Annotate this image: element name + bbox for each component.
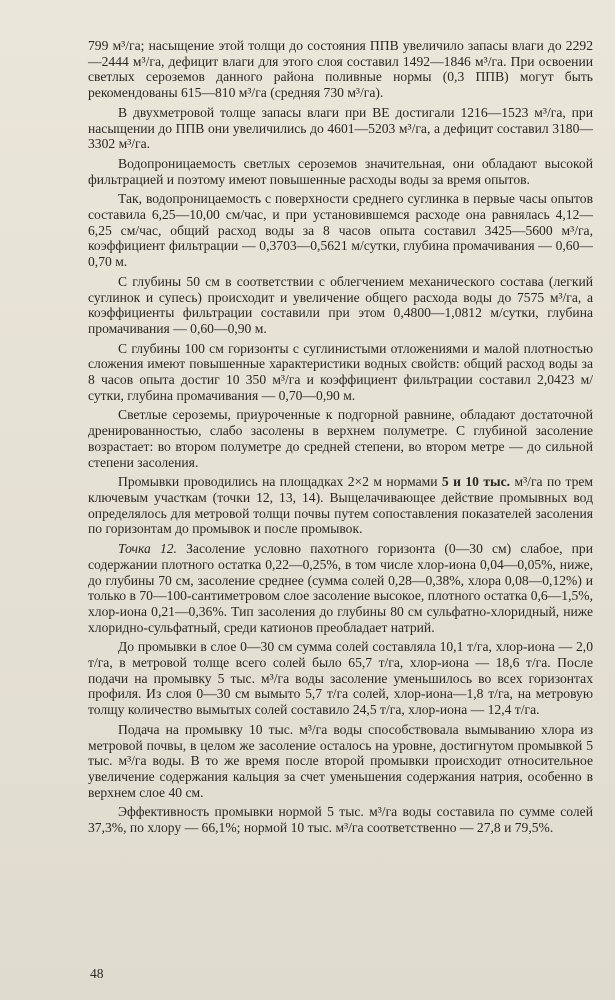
text-run: Засоление условно пахотного горизонта (0—30 см) слабое, при содержании плотного остатка 0,22—0,25%, в том числе хлор-иона 0,04—0,05%, ниже, до глубины 70 см, засоление среднее (сумма солей 0,28—0,38%, хлора 0,08—0,12%) и только в 70—100-сантиметровом слое засоление высокое, плотного остатка 0,6—1,5%, хлор-иона 0,21—0,36%. Тип засоления до глубины 80 см сульфатно-хлоридный, ниже хлоридно-сульфатный, среди катионов преобладает натрий. xyxy=(88,541,593,635)
paragraph: Так, водопроницаемость с поверхности среднего суглинка в первые часы опытов составила 6,25—10,00 см/час, и при установившемся расходе она равнялась 4,12—6,25 см/час, общий расход воды за 8 часов опыта составил 3425—5600 м³/га, коэффициент фильтрации — 0,3703—0,5621 м/сутки, глубина промачивания — 0,60—0,70 м. xyxy=(88,191,593,270)
paragraph: Водопроницаемость светлых сероземов значительная, они обладают высокой фильтрацией и поэтому имеют повышенные расходы воды за время опытов. xyxy=(88,155,593,187)
paragraph: 799 м³/га; насыщение этой толщи до состояния ППВ увеличило запасы влаги до 2292—2444 м³/га, дефицит влаги для этого слоя составил 1492—1846 м³/га. При освоении светлых сероземов данного района поливные нормы (0,3 ППВ) могут быть рекомендованы 615—810 м³/га (средняя 730 м³/га). xyxy=(88,38,593,101)
body-text xyxy=(88,38,593,836)
text-run: м³/га по трем ключевым участкам (точки 12, 13, 14). Выщелачивающее действие промывных вод определялось для метровой толщи почвы путем сопоставления показателей засоления по горизонтам до промывок и после промывок. xyxy=(88,474,593,537)
paragraph: До промывки в слое 0—30 см сумма солей составляла 10,1 т/га, хлор-иона — 2,0 т/га, в метровой толще всего солей было 65,7 т/га, хлор-иона — 18,6 т/га. После подачи на промывку 5 тыс. м³/га воды засоление уменьшилось во всех горизонтах профиля. Из слоя 0—30 см вымыто 5,7 т/га солей, хлор-иона—1,8 т/га, на метровую толщу количество вымытых солей составило 24,5 т/га, хлор-иона — 12,4 т/га. xyxy=(88,639,593,718)
paragraph: Подача на промывку 10 тыс. м³/га воды способствовала вымыванию хлора из метровой почвы, в целом же засоление осталось на уровне, достигнутом промывкой 5 тыс. м³/га воды. В то же время после второй промывки происходит относительное увеличение содержания кальция за счет уменьшения содержания натрия, особенно в верхнем слое 40 см. xyxy=(88,721,593,800)
italic-heading-run: Точка 12. xyxy=(118,541,177,557)
paragraph: С глубины 50 см в соответствии с облегчением механического состава (легкий суглинок и супесь) происходит и увеличение общего расхода воды до 7575 м³/га, а коэффициенты фильтрации составили при этом 0,4800—1,0812 м/сутки, глубина промачивания — 0,60—0,90 м. xyxy=(88,273,593,336)
paragraph: С глубины 100 см горизонты с суглинистыми отложениями и малой плотностью сложения имеют повышенные характеристики водных свойств: общий расход воды за 8 часов опыта достиг 10 350 м³/га и коэффициент фильтрации составил 2,0423 м/сутки, глубина промачивания — 0,70—0,90 м. xyxy=(88,340,593,403)
text-run: Промывки проводились на площадках 2×2 м нормами xyxy=(118,474,442,490)
paragraph: Светлые сероземы, приуроченные к подгорной равнине, обладают достаточной дренированностью, слабо засолены в верхнем полуметре. С глубиной засоление возрастает: во втором полуметре до средней степени, во втором метре — до сильной степени засоления. xyxy=(88,407,593,470)
page-number: 48 xyxy=(90,966,104,981)
paragraph xyxy=(88,541,593,635)
paragraph: В двухметровой толще запасы влаги при ВЕ достигали 1216—1523 м³/га, при насыщении до ППВ они увеличились до 4601—5203 м³/га, а дефицит составил 3180—3302 м³/га. xyxy=(88,104,593,152)
paragraph: Эффективность промывки нормой 5 тыс. м³/га воды составила по сумме солей 37,3%, по хлору — 66,1%; нормой 10 тыс. м³/га соответственно — 27,8 и 79,5%. xyxy=(88,804,593,836)
paragraph xyxy=(88,474,593,537)
bold-text-run: 5 и 10 тыс. xyxy=(441,474,511,490)
